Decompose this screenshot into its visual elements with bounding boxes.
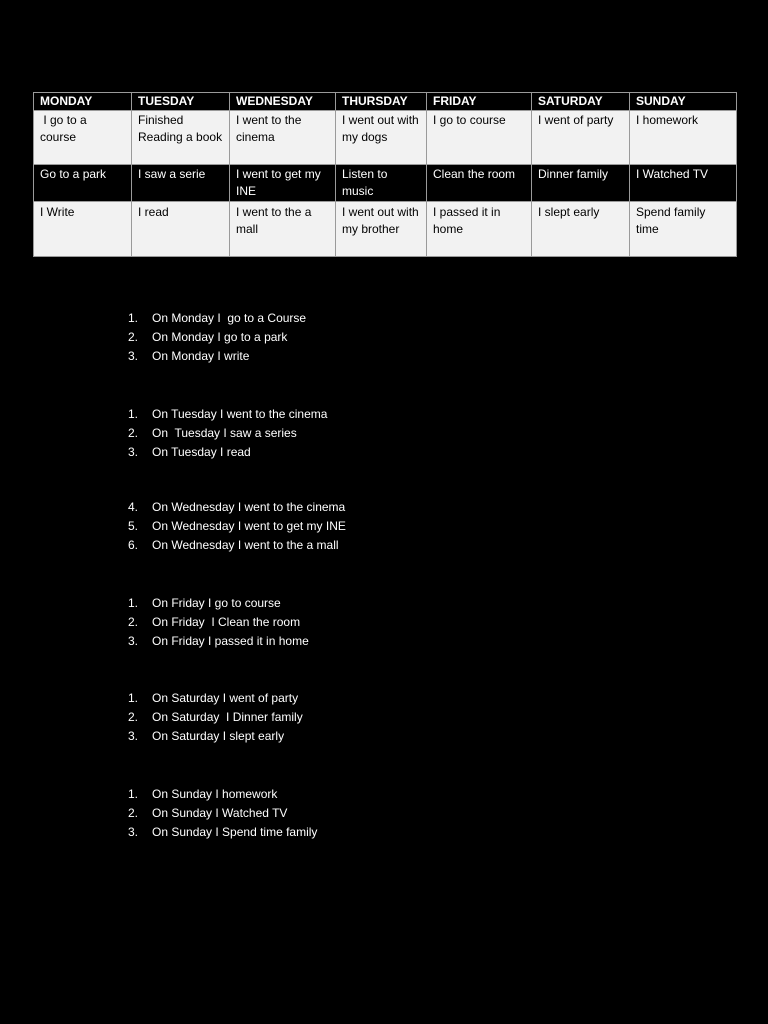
list-number: 3. <box>128 634 139 648</box>
table-cell: I saw a serie <box>132 165 230 202</box>
table-cell: I Write <box>34 202 132 257</box>
list-number: 3. <box>128 729 139 743</box>
list-text: On Tuesday I read <box>152 445 251 459</box>
header-thursday: THURSDAY <box>336 93 427 111</box>
list-text: On Monday I go to a park <box>152 330 288 344</box>
list-item <box>128 424 327 443</box>
list-text: On Sunday I homework <box>152 787 278 801</box>
header-friday: FRIDAY <box>427 93 532 111</box>
list-item <box>128 517 346 536</box>
list-text: On Saturday I Dinner family <box>152 710 303 724</box>
table-cell: I went out with my brother <box>336 202 427 257</box>
saturday-sentences-list <box>128 689 303 746</box>
wednesday-sentences-list <box>128 498 346 555</box>
list-item <box>128 309 306 328</box>
table-cell: I slept early <box>532 202 630 257</box>
list-number: 3. <box>128 825 139 839</box>
list-item <box>128 536 346 555</box>
list-number: 3. <box>128 445 139 459</box>
list-item <box>128 443 327 462</box>
list-text: On Friday I passed it in home <box>152 634 309 648</box>
table-cell: I went out with my dogs <box>336 111 427 165</box>
list-text: On Tuesday I went to the cinema <box>152 407 328 421</box>
table-cell: I homework <box>630 111 737 165</box>
list-number: 2. <box>128 615 139 629</box>
list-number: 2. <box>128 426 139 440</box>
list-item <box>128 347 306 366</box>
table-cell: I go to course <box>427 111 532 165</box>
list-number: 1. <box>128 787 139 801</box>
list-number: 2. <box>128 710 139 724</box>
list-item <box>128 804 317 823</box>
list-item <box>128 727 303 746</box>
list-text: On Tuesday I saw a series <box>152 426 297 440</box>
table-cell: I Watched TV <box>630 165 737 202</box>
list-text: On Saturday I went of party <box>152 691 299 705</box>
monday-sentences-list <box>128 309 306 366</box>
list-item <box>128 594 309 613</box>
list-text: On Friday I go to course <box>152 596 281 610</box>
list-number: 2. <box>128 806 139 820</box>
table-cell: Finished Reading a book <box>132 111 230 165</box>
table-cell: I read <box>132 202 230 257</box>
list-number: 6. <box>128 538 139 552</box>
header-sunday: SUNDAY <box>630 93 737 111</box>
list-number: 5. <box>128 519 139 533</box>
tuesday-sentences-list <box>128 405 327 462</box>
list-number: 1. <box>128 596 139 610</box>
table-row <box>34 165 737 202</box>
table-row <box>34 202 737 257</box>
table-cell: Listen to music <box>336 165 427 202</box>
list-text: On Monday I write <box>152 349 250 363</box>
table-cell: I went to the cinema <box>230 111 336 165</box>
list-item <box>128 613 309 632</box>
list-item <box>128 689 303 708</box>
table-cell: Go to a park <box>34 165 132 202</box>
list-number: 2. <box>128 330 139 344</box>
list-text: On Wednesday I went to the cinema <box>152 500 346 514</box>
list-item <box>128 708 303 727</box>
table-header-row <box>34 93 737 111</box>
header-wednesday: WEDNESDAY <box>230 93 336 111</box>
list-text: On Wednesday I went to get my INE <box>152 519 346 533</box>
table-cell: I went of party <box>532 111 630 165</box>
list-item <box>128 785 317 804</box>
header-tuesday: TUESDAY <box>132 93 230 111</box>
sunday-sentences-list <box>128 785 317 842</box>
table-cell: I go to a course <box>34 111 132 165</box>
list-number: 1. <box>128 311 139 325</box>
list-text: On Sunday I Spend time family <box>152 825 318 839</box>
list-item <box>128 328 306 347</box>
table-cell: I went to get my INE <box>230 165 336 202</box>
list-text: On Friday I Clean the room <box>152 615 301 629</box>
list-text: On Saturday I slept early <box>152 729 285 743</box>
list-number: 1. <box>128 407 139 421</box>
header-saturday: SATURDAY <box>532 93 630 111</box>
header-monday: MONDAY <box>34 93 132 111</box>
list-number: 1. <box>128 691 139 705</box>
list-number: 3. <box>128 349 139 363</box>
friday-sentences-list <box>128 594 309 651</box>
list-item <box>128 405 327 424</box>
list-item <box>128 632 309 651</box>
table-cell: Dinner family <box>532 165 630 202</box>
table-cell: Clean the room <box>427 165 532 202</box>
weekly-schedule-table <box>33 92 737 257</box>
list-text: On Sunday I Watched TV <box>152 806 288 820</box>
list-text: On Monday I go to a Course <box>152 311 307 325</box>
table-cell: Spend family time <box>630 202 737 257</box>
list-number: 4. <box>128 500 139 514</box>
list-text: On Wednesday I went to the a mall <box>152 538 339 552</box>
list-item <box>128 498 346 517</box>
list-item <box>128 823 317 842</box>
table-cell: I went to the a mall <box>230 202 336 257</box>
table-row <box>34 111 737 165</box>
table-cell: I passed it in home <box>427 202 532 257</box>
